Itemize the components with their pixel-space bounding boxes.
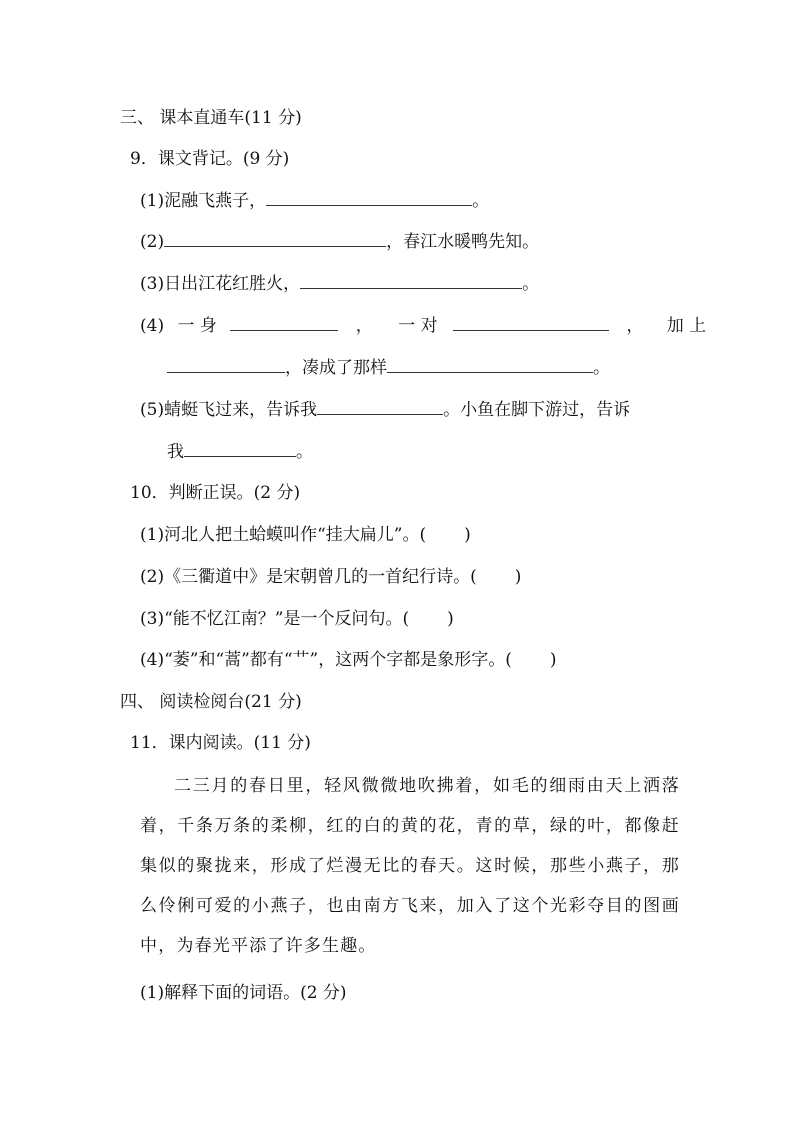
close-paren: ) xyxy=(514,567,522,587)
q9-item-4-text-e: 加 上 xyxy=(666,316,707,336)
q9-item-5-line-2 xyxy=(167,440,313,464)
q10-item-3 xyxy=(140,607,454,631)
answer-blank[interactable] xyxy=(317,399,443,415)
answer-blank[interactable] xyxy=(230,315,338,331)
close-paren: ) xyxy=(549,650,557,670)
q10-item-2 xyxy=(140,565,521,589)
q9-item-5-end: 。 xyxy=(296,442,313,462)
q9-item-1 xyxy=(140,189,489,213)
answer-blank[interactable] xyxy=(453,315,609,331)
reading-passage: 二三月的春日里，轻风微微地吹拂着，如毛的细雨由天上洒落着，千条万条的柔柳，红的白的黄的花，青的草，绿的叶，都像赶集似的聚拢来，形成了烂漫无比的春天。这时候，那些小燕子，那么伶俐可爱的小燕子，也由南方飞来，加入了这个光彩夺目的图画中，为春光平添了许多生趣。 xyxy=(140,776,680,956)
section-4-title: 四、 阅读检阅台(21 分) xyxy=(120,692,302,712)
q9-item-3-end: 。 xyxy=(522,274,540,294)
q9-item-5-text: (5)蜻蜓飞过来，告诉我 xyxy=(140,400,318,420)
q11-sub-question-1: (1)解释下面的词语。(2 分) xyxy=(140,983,347,1003)
q10-item-1 xyxy=(140,523,471,547)
q9-item-3 xyxy=(140,272,539,296)
q10-item-4 xyxy=(140,648,557,672)
q10-item-2-text: (2)《三衢道中》是宋朝曾几的一首纪行诗。( xyxy=(140,567,477,587)
q9-item-4-text-a: 一 身 xyxy=(177,316,217,336)
q9-item-4-end: 。 xyxy=(593,358,610,378)
q9-item-3-text: (3)日出江花红胜火， xyxy=(140,274,301,294)
q10-item-1-text: (1)河北人把土蛤蟆叫作“挂大扁儿”。( xyxy=(140,525,427,545)
answer-blank[interactable] xyxy=(164,231,386,247)
q9-item-4-prefix: (4) xyxy=(140,316,165,336)
q9-item-2-text: (2) xyxy=(140,232,165,252)
answer-blank[interactable] xyxy=(300,273,522,289)
q9-item-2 xyxy=(140,230,539,254)
answer-blank[interactable] xyxy=(167,357,285,373)
answer-blank[interactable] xyxy=(184,441,296,457)
q9-item-5-line-1 xyxy=(140,398,630,422)
question-11-title: 11．课内阅读。(11 分) xyxy=(130,733,311,753)
question-10-title: 10．判断正误。(2 分) xyxy=(130,483,301,503)
close-paren: ) xyxy=(464,525,471,545)
q9-item-4-line-2 xyxy=(167,356,610,380)
q9-item-5-mid: 。小鱼在脚下游过，告诉 xyxy=(443,400,631,420)
q9-item-5-line-2-text: 我 xyxy=(167,442,184,462)
answer-blank[interactable] xyxy=(387,357,593,373)
q9-item-4-text-b: ， xyxy=(355,316,373,336)
q9-item-2-end: ，春江水暖鸭先知。 xyxy=(386,232,540,252)
question-9-title: 9．课文背记。(9 分) xyxy=(130,149,290,169)
q9-item-4-text-c: 一 对 xyxy=(398,316,438,336)
q9-item-4-text-d: ， xyxy=(626,316,644,336)
q9-item-4-text-f: ，凑成了那样 xyxy=(285,358,387,378)
answer-blank[interactable] xyxy=(266,190,472,206)
q9-item-4-line-1 xyxy=(140,314,706,338)
close-paren: ) xyxy=(447,609,454,629)
q10-item-3-text: (3)“能不忆江南？”是一个反问句。( xyxy=(140,609,410,629)
q9-item-1-text: (1)泥融飞燕子， xyxy=(140,191,267,211)
q9-item-1-end: 。 xyxy=(472,191,490,211)
q10-item-4-text: (4)“萎”和“蒿”都有“艹”，这两个字都是象形字。( xyxy=(140,650,512,670)
section-3-title: 三、 课本直通车(11 分) xyxy=(120,108,302,128)
